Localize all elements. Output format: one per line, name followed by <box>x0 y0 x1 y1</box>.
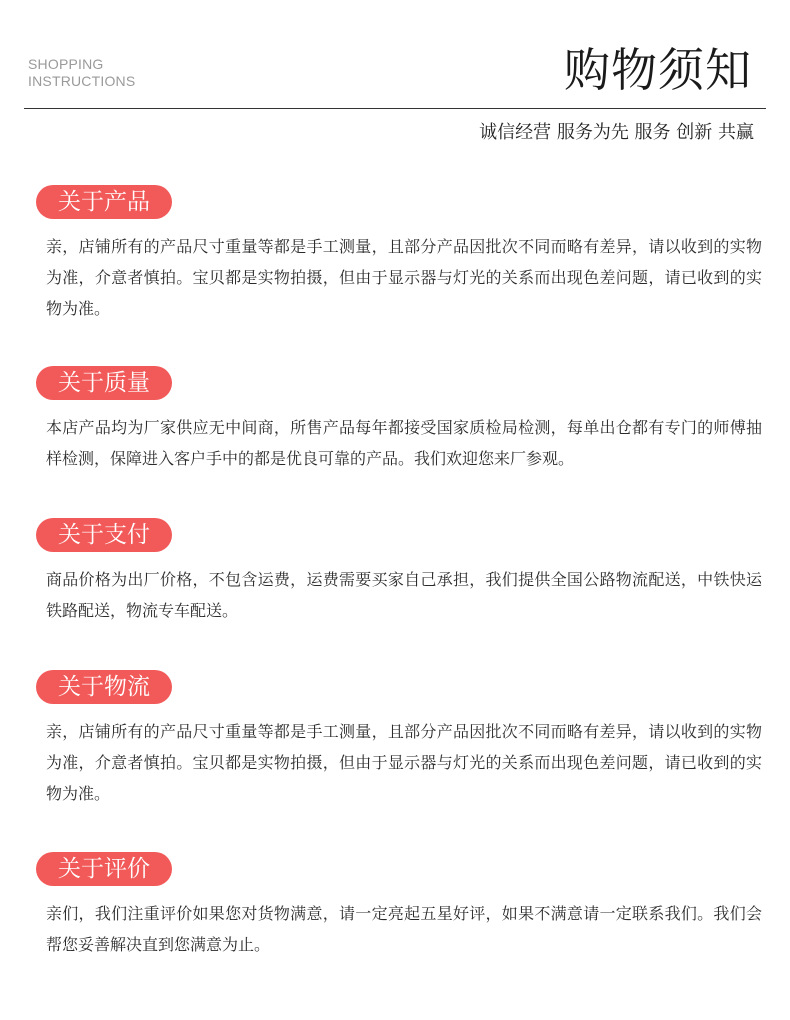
section-badge-quality: 关于质量 <box>36 366 172 400</box>
page-title: 购物须知 <box>564 43 752 97</box>
section-text-product: 亲，店铺所有的产品尺寸重量等都是手工测量，且部分产品因批次不同而略有差异，请以收到的实物为准，介意者慎拍。宝贝都是实物拍摄，但由于显示器与灯光的关系而出现色差问题，请已收到的实物为准。 <box>46 237 762 318</box>
section-text-quality: 本店产品均为厂家供应无中间商，所售产品每年都接受国家质检局检测，每单出仓都有专门的师傅抽样检测，保障进入客户手中的都是优良可靠的产品。我们欢迎您来厂参观。 <box>46 418 762 468</box>
slogan: 诚信经营 服务为先 服务 创新 共赢 <box>479 122 754 143</box>
section-badge-product: 关于产品 <box>36 185 172 219</box>
section-badge-review: 关于评价 <box>36 852 172 886</box>
header-english-label <box>28 56 135 90</box>
header-divider <box>24 108 766 109</box>
section-text-review: 亲们，我们注重评价如果您对货物满意，请一定亮起五星好评，如果不满意请一定联系我们。我们会帮您妥善解决直到您满意为止。 <box>46 904 762 954</box>
section-text-payment: 商品价格为出厂价格，不包含运费，运费需要买家自己承担，我们提供全国公路物流配送，中铁快运铁路配送，物流专车配送。 <box>46 570 762 620</box>
section-text-logistics: 亲，店铺所有的产品尺寸重量等都是手工测量，且部分产品因批次不同而略有差异，请以收到的实物为准，介意者慎拍。宝贝都是实物拍摄，但由于显示器与灯光的关系而出现色差问题，请已收到的实物为准。 <box>46 722 762 803</box>
header-english-line-2: INSTRUCTIONS <box>28 73 136 89</box>
header-english-line-1: SHOPPING <box>28 56 104 72</box>
section-badge-logistics: 关于物流 <box>36 670 172 704</box>
section-badge-payment: 关于支付 <box>36 518 172 552</box>
